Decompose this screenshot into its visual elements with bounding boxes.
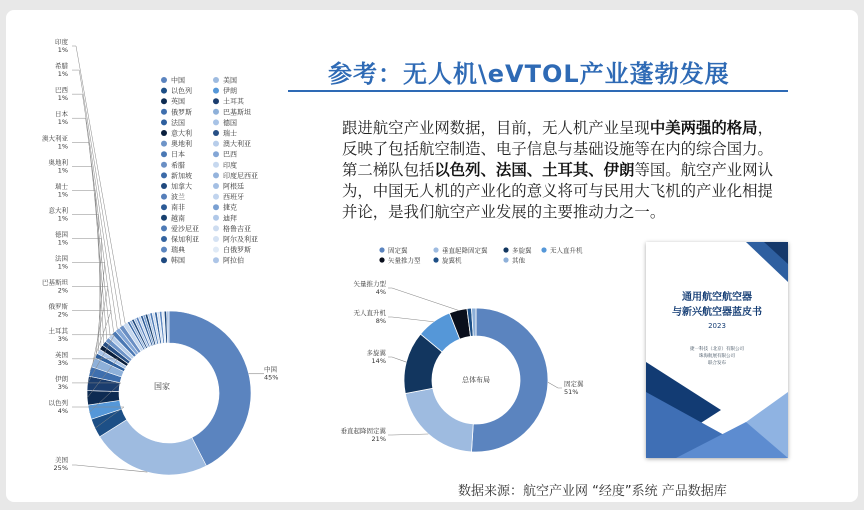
country-legend-marker bbox=[161, 130, 167, 136]
country-leader-line bbox=[72, 214, 101, 347]
country-legend-marker bbox=[161, 162, 167, 168]
layout-legend-label: 多旋翼 bbox=[512, 246, 532, 255]
country-legend-marker bbox=[213, 88, 219, 94]
country-label-value: 3% bbox=[57, 382, 68, 391]
country-label-name: 中国 bbox=[264, 365, 277, 374]
layout-legend-label: 旋翼机 bbox=[442, 256, 462, 265]
body-text-bold: 中美两强的格局 bbox=[649, 119, 758, 137]
country-legend-marker bbox=[161, 194, 167, 200]
country-label-name: 希腊 bbox=[55, 62, 68, 71]
country-legend bbox=[158, 72, 288, 272]
layout-leader-line bbox=[388, 317, 434, 322]
country-legend-label: 韩国 bbox=[171, 256, 185, 265]
country-legend-marker bbox=[213, 236, 219, 242]
page-title: 参考：无人机\eVTOL产业蓬勃发展 bbox=[328, 60, 730, 88]
layout-label-name: 固定翼 bbox=[564, 380, 584, 388]
country-legend-marker bbox=[213, 119, 219, 125]
country-label-value: 1% bbox=[57, 94, 68, 103]
layout-leader-line bbox=[388, 357, 406, 362]
country-legend-label: 中国 bbox=[171, 76, 185, 85]
country-legend-label: 爱沙尼亚 bbox=[171, 224, 199, 233]
country-legend-label: 希腊 bbox=[171, 161, 185, 170]
country-legend-label: 加拿大 bbox=[171, 182, 192, 191]
country-label-name: 日本 bbox=[55, 110, 68, 119]
country-legend-marker bbox=[213, 194, 219, 200]
country-label-name: 法国 bbox=[55, 254, 68, 263]
body-paragraph bbox=[342, 118, 788, 223]
country-label-name: 瑞士 bbox=[55, 182, 68, 191]
layout-label-name: 多旋翼 bbox=[366, 349, 386, 357]
country-legend-label: 以色列 bbox=[171, 87, 192, 96]
country-chart-center-label: 国家 bbox=[154, 382, 170, 391]
country-legend-marker bbox=[213, 141, 219, 147]
layout-label-value: 8% bbox=[375, 317, 386, 325]
country-legend-label: 捷克 bbox=[223, 203, 237, 212]
country-legend-label: 瑞典 bbox=[171, 246, 185, 255]
layout-legend-label: 无人直升机 bbox=[550, 246, 583, 255]
country-legend-label: 白俄罗斯 bbox=[223, 246, 251, 255]
country-label-name: 英国 bbox=[55, 350, 68, 359]
country-label-name: 印度 bbox=[55, 38, 68, 46]
country-leader-line bbox=[72, 118, 114, 332]
layout-label-value: 51% bbox=[564, 388, 579, 396]
book-title bbox=[646, 290, 788, 320]
layout-label-value: 14% bbox=[371, 357, 386, 365]
country-legend-marker bbox=[161, 183, 167, 189]
country-legend-label: 意大利 bbox=[171, 129, 192, 138]
layout-label-value: 21% bbox=[371, 435, 386, 443]
country-legend-label: 奥地利 bbox=[171, 140, 192, 149]
country-label-value: 3% bbox=[57, 358, 68, 367]
country-legend-label: 伊朗 bbox=[223, 87, 237, 96]
layout-label-name: 垂直起降固定翼 bbox=[340, 427, 386, 435]
layout-legend-marker bbox=[433, 247, 438, 252]
country-legend-label: 德国 bbox=[223, 118, 237, 127]
country-legend-marker bbox=[213, 109, 219, 115]
country-label-value: 4% bbox=[57, 407, 68, 415]
country-leader-line bbox=[72, 94, 117, 329]
country-legend-label: 保加利亚 bbox=[171, 235, 199, 244]
country-legend-label: 新加坡 bbox=[171, 171, 192, 180]
layout-leader-line bbox=[548, 382, 562, 388]
book-title-line: 通用航空航空器 bbox=[682, 292, 752, 303]
country-legend-label: 澳大利亚 bbox=[223, 140, 251, 149]
title-underline bbox=[288, 90, 788, 92]
slide bbox=[6, 10, 858, 502]
layout-leader-line bbox=[388, 288, 458, 310]
country-legend-label: 土耳其 bbox=[223, 97, 244, 106]
country-legend-label: 俄罗斯 bbox=[171, 108, 192, 117]
layout-label-name: 矢量推力型 bbox=[353, 280, 386, 288]
country-label-name: 奥地利 bbox=[48, 158, 68, 167]
country-legend-label: 瑞士 bbox=[223, 129, 237, 138]
country-label-name: 美国 bbox=[55, 456, 68, 464]
country-legend-label: 波兰 bbox=[171, 193, 185, 202]
country-legend-marker bbox=[161, 119, 167, 125]
country-legend-marker bbox=[161, 88, 167, 94]
country-legend-marker bbox=[213, 98, 219, 104]
country-legend-marker bbox=[161, 247, 167, 253]
country-legend-label: 格鲁吉亚 bbox=[223, 224, 251, 233]
country-leader-line bbox=[72, 166, 107, 339]
country-legend-label: 西班牙 bbox=[223, 193, 244, 202]
country-legend-marker bbox=[213, 151, 219, 157]
country-leader-line bbox=[72, 46, 125, 324]
country-legend-label: 南非 bbox=[171, 203, 185, 212]
country-label-name: 澳大利亚 bbox=[42, 134, 68, 143]
book-year: 2023 bbox=[708, 322, 726, 330]
country-legend-marker bbox=[161, 98, 167, 104]
country-legend-label: 日本 bbox=[171, 150, 185, 159]
country-label-value: 3% bbox=[57, 334, 68, 343]
book-title-line: 与新兴航空器蓝皮书 bbox=[672, 307, 762, 318]
country-legend-marker bbox=[213, 215, 219, 221]
country-label-value: 1% bbox=[57, 70, 68, 79]
country-label-name: 意大利 bbox=[48, 206, 68, 215]
layout-legend-label: 垂直起降固定翼 bbox=[442, 246, 488, 255]
layout-legend-marker bbox=[379, 257, 384, 262]
country-label-value: 1% bbox=[57, 166, 68, 175]
country-legend-marker bbox=[213, 183, 219, 189]
country-label-value: 1% bbox=[57, 190, 68, 199]
country-legend-label: 印度尼西亚 bbox=[223, 171, 258, 180]
country-label-value: 2% bbox=[57, 286, 68, 295]
country-legend-marker bbox=[161, 215, 167, 221]
country-leader-line bbox=[72, 70, 121, 326]
layout-legend-label: 固定翼 bbox=[388, 246, 408, 255]
country-legend-label: 阿尔及利亚 bbox=[223, 235, 258, 244]
country-leader-line bbox=[72, 239, 102, 352]
data-source: 数据来源：航空产业网 “经度”系统 产品数据库 bbox=[458, 484, 727, 499]
country-legend-marker bbox=[161, 141, 167, 147]
country-label-value: 45% bbox=[264, 373, 279, 382]
layout-legend-marker bbox=[503, 257, 508, 262]
country-label-name: 土耳其 bbox=[48, 326, 68, 335]
country-legend-marker bbox=[213, 225, 219, 231]
country-legend-label: 阿拉伯 bbox=[223, 256, 244, 265]
country-label-name: 俄罗斯 bbox=[48, 302, 68, 311]
layout-legend-marker bbox=[433, 257, 438, 262]
country-legend-marker bbox=[213, 130, 219, 136]
country-legend-marker bbox=[161, 151, 167, 157]
country-legend-label: 迪拜 bbox=[223, 214, 237, 223]
country-legend-label: 阿根廷 bbox=[223, 182, 244, 191]
country-label-value: 1% bbox=[57, 46, 68, 54]
layout-legend-marker bbox=[503, 247, 508, 252]
book-publisher-line: 珠海航展有限公司 bbox=[699, 354, 735, 359]
layout-legend-marker bbox=[541, 247, 546, 252]
layout-donut-chart bbox=[326, 238, 626, 488]
country-label-name: 巴基斯坦 bbox=[42, 278, 68, 287]
country-label-value: 1% bbox=[57, 142, 68, 151]
book-cover bbox=[646, 242, 788, 458]
country-legend-marker bbox=[161, 172, 167, 178]
country-legend-label: 英国 bbox=[171, 97, 185, 106]
country-legend-marker bbox=[213, 162, 219, 168]
country-label-name: 德国 bbox=[55, 230, 68, 239]
country-legend-marker bbox=[213, 77, 219, 83]
layout-leader-line bbox=[388, 434, 428, 435]
layout-legend-label: 其他 bbox=[512, 256, 525, 265]
country-label-value: 1% bbox=[57, 118, 68, 127]
country-label-name: 伊朗 bbox=[55, 374, 68, 383]
layout-chart-center-label: 总体布局 bbox=[462, 376, 490, 384]
title-bar bbox=[288, 52, 788, 98]
country-label-value: 2% bbox=[57, 310, 68, 319]
layout-legend-marker bbox=[379, 247, 384, 252]
layout-slice bbox=[405, 388, 473, 452]
country-legend-marker bbox=[161, 204, 167, 210]
country-label-name: 巴西 bbox=[55, 86, 68, 95]
country-legend-marker bbox=[213, 257, 219, 263]
book-publishers bbox=[646, 346, 788, 367]
layout-label-name: 无人直升机 bbox=[353, 309, 386, 317]
layout-legend-label: 矢量推力型 bbox=[388, 256, 421, 265]
country-legend-marker bbox=[213, 247, 219, 253]
country-legend-label: 巴西 bbox=[223, 150, 237, 159]
country-label-value: 25% bbox=[53, 464, 68, 472]
country-legend-marker bbox=[161, 236, 167, 242]
book-publisher-line: 捷一科技（北京）有限公司 bbox=[690, 347, 744, 352]
country-legend-marker bbox=[161, 77, 167, 83]
body-text-part: 等国。航空产业网认为，中国无人机的产业化的意义将可与民用大飞机的产业化相提并论，是我们航空产业发展的主要推动力之一。 bbox=[342, 161, 773, 221]
country-legend-marker bbox=[161, 109, 167, 115]
country-legend-marker bbox=[213, 172, 219, 178]
country-legend-marker bbox=[161, 257, 167, 263]
country-label-value: 1% bbox=[57, 238, 68, 247]
book-publisher-line: 联合发布 bbox=[708, 361, 726, 366]
body-text-part: ，反映了包括航空制造、电子信息与基础设施等在内的综合国力。第二梯队包括 bbox=[342, 119, 773, 179]
country-legend-marker bbox=[213, 204, 219, 210]
country-label-value: 1% bbox=[57, 262, 68, 271]
layout-label-value: 4% bbox=[375, 288, 386, 296]
body-text-part: 跟进航空产业网数据，目前，无人机产业呈现 bbox=[342, 119, 650, 137]
country-leader-line bbox=[72, 142, 110, 336]
country-slice bbox=[100, 420, 207, 475]
country-legend-label: 法国 bbox=[171, 118, 185, 127]
country-legend-label: 美国 bbox=[223, 76, 237, 85]
country-legend-label: 巴基斯坦 bbox=[223, 108, 251, 117]
country-legend-label: 越南 bbox=[171, 214, 185, 223]
country-legend-marker bbox=[161, 225, 167, 231]
country-legend-label: 印度 bbox=[223, 161, 237, 170]
country-label-name: 以色列 bbox=[48, 399, 68, 407]
body-text-bold: 以色列、法国、土耳其、伊朗 bbox=[434, 161, 635, 179]
country-label-value: 1% bbox=[57, 214, 68, 223]
